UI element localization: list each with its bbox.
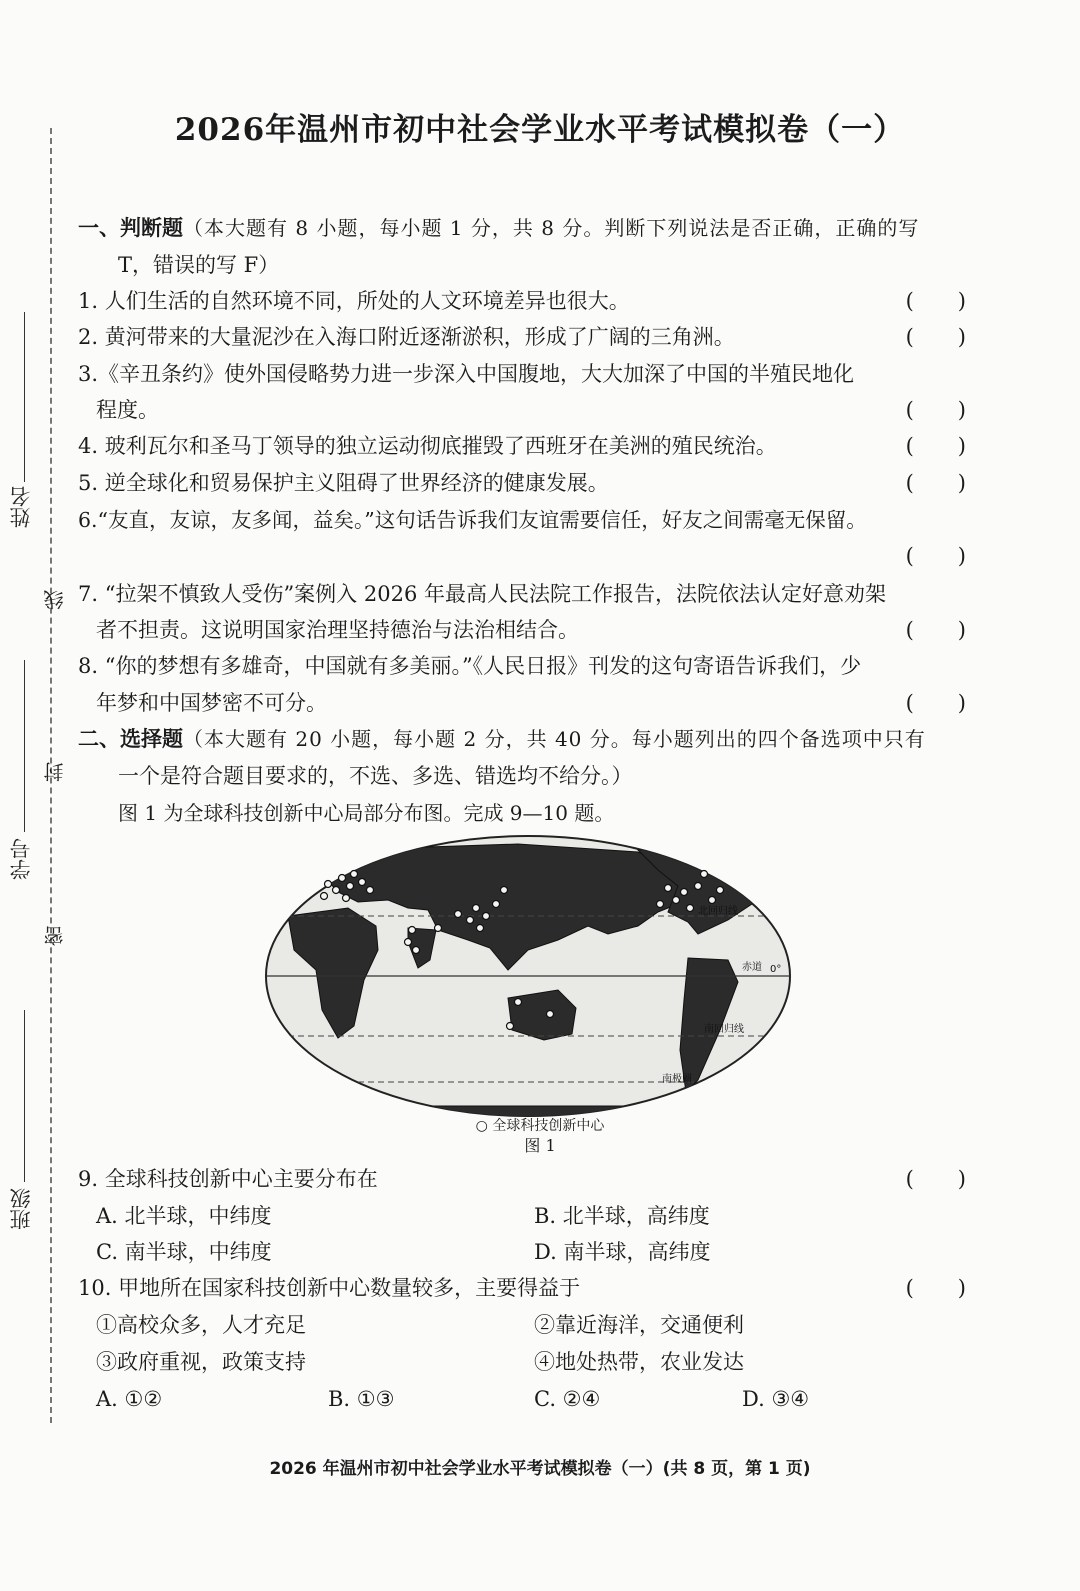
- q9-option-c[interactable]: C. 南半球，中纬度: [96, 1240, 272, 1264]
- question-9: 9. 全球科技创新中心主要分布在 (): [78, 1167, 1010, 1191]
- section2-note: （本大题有 20 小题，每小题 2 分，共 40 分。每小题列出的四个备选项中只有: [183, 727, 926, 751]
- q9-option-a[interactable]: A. 北半球，中纬度: [96, 1204, 272, 1228]
- q10-statement-1: ①高校众多，人才充足: [96, 1313, 306, 1337]
- class-write-line[interactable]: [24, 1010, 25, 1182]
- q10-option-a[interactable]: A. ①②: [96, 1387, 163, 1411]
- judge-item-6: 6.“友直，友谅，友多闻，益矣。”这句话告诉我们友谊需要信任，好友之间需毫无保留。: [78, 508, 867, 532]
- section2-intro: 图 1 为全球科技创新中心局部分布图。完成 9—10 题。: [118, 801, 615, 825]
- map-label-tropic-s: 南回归线: [704, 1024, 744, 1035]
- answer-paren[interactable]: (): [905, 434, 1010, 458]
- answer-paren[interactable]: (): [905, 1167, 1010, 1191]
- section1-heading: 一、判断题: [78, 215, 183, 240]
- q10-option-c[interactable]: C. ②④: [534, 1387, 601, 1411]
- page-footer: 2026 年温州市初中社会学业水平考试模拟卷（一）(共 8 页，第 1 页): [269, 1459, 811, 1479]
- answer-paren[interactable]: (): [905, 325, 1010, 349]
- section2-heading-line: [78, 725, 1010, 753]
- name-write-line[interactable]: [24, 312, 25, 482]
- map-label-equator: 赤道: [742, 962, 762, 973]
- judge-item-2: 2. 黄河带来的大量泥沙在入海口附近逐渐淤积，形成了广阔的三角洲。 (): [78, 325, 1010, 349]
- section2-heading: 二、选择题: [78, 726, 183, 751]
- section1-note-cont: T，错误的写 F）: [118, 253, 280, 277]
- judge-item-8: 8. “你的梦想有多雄奇，中国就有多美丽。”《人民日报》刊发的这句寄语告诉我们，少: [78, 654, 862, 678]
- q10-statement-4: ④地处热带，农业发达: [534, 1350, 744, 1374]
- answer-paren[interactable]: (): [905, 289, 1010, 313]
- seal-word-line: 线: [43, 590, 67, 610]
- figure-caption: 图 1: [524, 1136, 556, 1155]
- world-map-figure: [258, 830, 798, 1126]
- answer-paren[interactable]: (): [905, 691, 1010, 715]
- q10-option-d[interactable]: D. ③④: [742, 1387, 810, 1411]
- map-label-zero: 0°: [770, 964, 782, 975]
- judge-item-3-cont: 程度。 (): [96, 398, 1010, 422]
- answer-paren[interactable]: (): [905, 1276, 1010, 1300]
- q10-statement-3: ③政府重视，政策支持: [96, 1350, 306, 1374]
- q9-option-d[interactable]: D. 南半球，高纬度: [534, 1240, 711, 1264]
- answer-paren[interactable]: (): [905, 618, 1010, 642]
- judge-item-8-cont: 年梦和中国梦密不可分。 (): [96, 691, 1010, 715]
- section1-heading-line: [78, 214, 1010, 242]
- judge-item-3: 3.《辛丑条约》使外国侵略势力进一步深入中国腹地，大大加深了中国的半殖民地化: [78, 362, 855, 386]
- seal-word-secret: 密: [43, 926, 67, 946]
- map-legend: ○ 全球科技创新中心: [475, 1118, 605, 1134]
- q9-option-b[interactable]: B. 北半球，高纬度: [534, 1204, 710, 1228]
- student-no-write-line[interactable]: [24, 660, 25, 832]
- judge-item-7-cont: 者不担责。这说明国家治理坚持德治与法治相结合。 (): [96, 618, 1010, 642]
- section1-note: （本大题有 8 小题，每小题 1 分，共 8 分。判断下列说法是否正确，正确的写: [183, 216, 920, 240]
- answer-paren[interactable]: (): [905, 471, 1010, 495]
- q10-option-b[interactable]: B. ①③: [328, 1387, 395, 1411]
- map-label-antarctic: 南极圈: [662, 1074, 692, 1085]
- judge-item-4: 4. 玻利瓦尔和圣马丁领导的独立运动彻底摧毁了西班牙在美洲的殖民统治。 (): [78, 434, 1010, 458]
- answer-paren[interactable]: (): [905, 398, 1010, 422]
- q10-statement-2: ②靠近海洋，交通便利: [534, 1313, 744, 1337]
- name-label: 姓名: [9, 486, 33, 528]
- student-no-label: 学号: [9, 838, 33, 880]
- answer-paren[interactable]: (): [905, 544, 1010, 568]
- world-map: [258, 830, 798, 1126]
- class-label: 班级: [9, 1188, 33, 1230]
- map-label-tropic-n: 北回归线: [698, 906, 738, 917]
- judge-item-1: 1. 人们生活的自然环境不同，所处的人文环境差异也很大。 (): [78, 289, 1010, 313]
- seal-word-seal: 封: [43, 762, 67, 782]
- section2-note-cont: 一个是符合题目要求的，不选、多选、错选均不给分。）: [118, 764, 633, 788]
- question-10: 10. 甲地所在国家科技创新中心数量较多，主要得益于 (): [78, 1276, 1010, 1300]
- judge-item-7: 7. “拉架不慎致人受伤”案例入 2026 年最高人民法院工作报告，法院依法认定好意劝架: [78, 582, 886, 606]
- page-title: 2026年温州市初中社会学业水平考试模拟卷（一）: [174, 112, 906, 148]
- judge-item-5: 5. 逆全球化和贸易保护主义阻碍了世界经济的健康发展。 (): [78, 471, 1010, 495]
